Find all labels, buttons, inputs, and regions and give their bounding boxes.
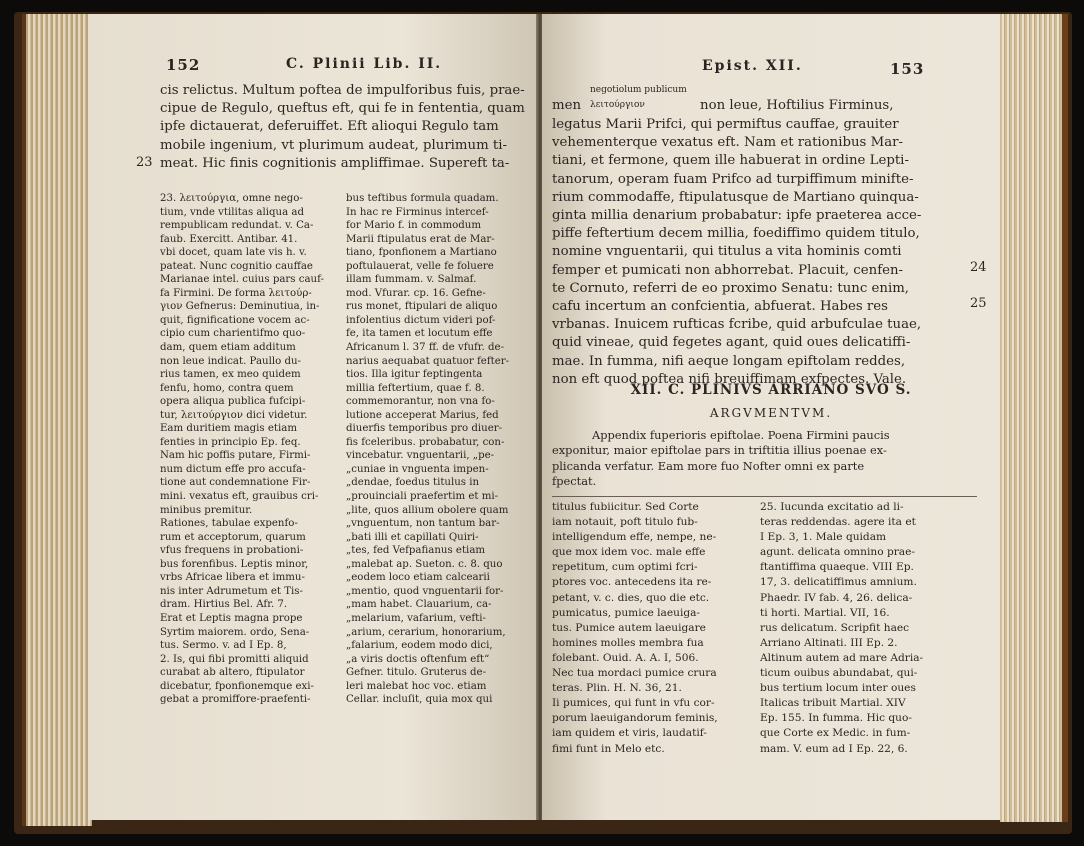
note-line: cipio cum charientifmo quo- bbox=[160, 328, 306, 340]
text-line: te Cornuto, referri de eo proximo Senatu: tunc enim, bbox=[552, 280, 910, 296]
note-line: „a viris doctis oftenfum eft“ bbox=[346, 653, 490, 665]
note-line: Syrtim maiorem. ordo, Sena- bbox=[160, 626, 310, 638]
note-line: que Corte ex Medic. in fum- bbox=[760, 727, 911, 740]
note-line: I Ep. 3, 1. Male quidam bbox=[760, 531, 887, 544]
note-line: „vnguentum, non tantum bar- bbox=[346, 518, 500, 530]
right-notes-column-1 bbox=[552, 500, 718, 757]
note-line: 17, 3. delicatiffimus amnium. bbox=[760, 576, 917, 589]
note-line: gebat a promiffore-praefenti- bbox=[160, 694, 311, 706]
left-line-marker: 23 bbox=[136, 155, 153, 170]
text-line: rium commodaffe, ftipulatusque de Martiano quinqua- bbox=[552, 189, 919, 205]
note-line: minibus premitur. bbox=[160, 504, 253, 516]
note-line: illam fummam. v. Salmaf. bbox=[346, 274, 477, 286]
note-line: lutione acceperat Marius, fed bbox=[346, 409, 499, 421]
note-line: tus. Pumice autem laeuigare bbox=[552, 621, 706, 634]
note-line: „mentio, quod vnguentarii for- bbox=[346, 585, 504, 597]
text-line: cipue de Regulo, queftus eft, qui fe in fententia, quam bbox=[160, 101, 525, 117]
right-running-head: Epist. XII. bbox=[702, 58, 803, 74]
text-line: legatus Marii Prifci, qui permiftus cauffae, grauiter bbox=[552, 117, 899, 132]
left-notes-column-2 bbox=[346, 192, 509, 707]
note-line: In hac re Firminus intercef- bbox=[346, 206, 489, 218]
note-line: rus delicatum. Scripfit haec bbox=[760, 621, 910, 634]
right-page-number: 153 bbox=[890, 60, 925, 78]
text-line: piffe feftertium decem millia, foediffimo quidem titulo, bbox=[552, 226, 920, 242]
note-line: „falarium, eodem modo dici, bbox=[346, 640, 493, 652]
note-line: infolentius dictum videri pof- bbox=[346, 314, 496, 326]
first-line-start: men bbox=[552, 98, 582, 113]
note-line: leri malebat hoc voc. etiam bbox=[346, 680, 487, 692]
note-line: fenties in principio Ep. feq. bbox=[160, 436, 301, 448]
note-line: teras. Plin. H. N. 36, 21. bbox=[552, 682, 682, 695]
note-line: Marianae intel. cuius pars cauf- bbox=[160, 274, 324, 286]
argument-heading: ARGVMENTVM. bbox=[709, 406, 833, 420]
note-line: fis fceleribus. probabatur, con- bbox=[346, 436, 505, 448]
right-notes-column-2 bbox=[760, 500, 923, 757]
text-line: nomine vnguentarii, qui titulus a vita hominis comti bbox=[552, 244, 902, 260]
note-line: curabat ab altero, ftipulator bbox=[160, 667, 305, 679]
note-line: tium, vnde vtilitas aliqua ad bbox=[160, 206, 304, 218]
note-line: ptores voc. antecedens ita re- bbox=[552, 576, 712, 589]
epistle-heading: XII. C. PLINIVS ARRIANO SVO S. bbox=[630, 382, 912, 398]
left-page-number: 152 bbox=[166, 56, 201, 74]
note-line: „dendae, foedus titulus in bbox=[346, 477, 480, 489]
note-line: „eodem loco etiam calcearii bbox=[346, 572, 490, 584]
left-page-edges bbox=[22, 14, 92, 826]
note-line: „tes, fed Vefpafianus etiam bbox=[346, 545, 486, 557]
note-line: dram. Hirtius Bel. Afr. 7. bbox=[160, 599, 288, 611]
note-line: „mam habet. Clauarium, ca- bbox=[346, 599, 492, 611]
note-line: ticum ouibus abundabat, qui- bbox=[760, 667, 918, 680]
note-line: Erat et Leptis magna prope bbox=[160, 612, 303, 624]
note-line: petant, v. c. dies, quo die etc. bbox=[552, 591, 710, 604]
note-line: tus. Sermo. v. ad I Ep. 8, bbox=[160, 640, 287, 652]
note-line: rus monet, ftipulari de aliquo bbox=[346, 301, 498, 313]
note-line: rum et acceptorum, quarum bbox=[160, 531, 306, 543]
note-line: opera aliqua publica fufcipi- bbox=[160, 396, 306, 408]
left-page bbox=[88, 14, 538, 820]
note-line: tiano, fponfionem a Martiano bbox=[346, 247, 497, 259]
argument-line: Appendix fuperioris epiftolae. Poena Firmini paucis bbox=[592, 428, 890, 442]
note-line: narius aequabat quatuor fefter- bbox=[346, 355, 510, 367]
note-line: Marii ftipulatus erat de Mar- bbox=[346, 233, 495, 245]
note-line: Italicas tribuit Martial. XIV bbox=[760, 697, 906, 710]
note-line: repetitum, cum optimi fcri- bbox=[552, 561, 698, 574]
note-line: Africanum l. 37 ff. de vfufr. de- bbox=[346, 342, 505, 354]
note-line: bus teftibus formula quadam. bbox=[346, 193, 499, 204]
note-line: iam quidem et viris, laudatif- bbox=[552, 727, 707, 740]
left-main-text bbox=[160, 82, 525, 173]
note-line: rius tamen, ex meo quidem bbox=[160, 369, 301, 381]
note-line: dam, quem etiam additum bbox=[160, 342, 296, 354]
note-line: Arriano Altinati. III Ep. 2. bbox=[760, 636, 898, 649]
note-line: tione aut condemnatione Fir- bbox=[160, 477, 311, 489]
note-line: iam notauit, poft titulo fub- bbox=[552, 516, 698, 529]
text-line: ipfe dictauerat, deferuiffet. Eft alioqui Regulo tam bbox=[160, 119, 499, 135]
note-line: dicebatur, fponfionemque exi- bbox=[160, 680, 314, 692]
note-line: Rationes, tabulae expenfo- bbox=[160, 518, 298, 530]
left-running-head: C. Plinii Lib. II. bbox=[286, 56, 443, 72]
note-line: mini. vexatus eft, grauibus cri- bbox=[160, 491, 319, 503]
note-line: vincebatur. vnguentarii, „pe- bbox=[346, 450, 495, 462]
separator-rule bbox=[552, 496, 977, 497]
note-line: non leue indicat. Paullo du- bbox=[160, 355, 302, 367]
text-line: femper et pumicati non abhorrebat. Placuit, cenfen- bbox=[552, 262, 904, 278]
note-line: rempublicam redundat. v. Ca- bbox=[160, 220, 314, 232]
note-line: tios. Illa igitur feptingenta bbox=[346, 369, 483, 381]
right-page-edges bbox=[1000, 14, 1068, 822]
note-line: Gefner. titulo. Gruterus de- bbox=[346, 667, 487, 679]
note-line: γιον Gefnerus: Deminutiua, in- bbox=[160, 301, 320, 313]
note-line: „prouinciali praefertim et mi- bbox=[346, 491, 499, 503]
note-line: fenfu, homo, contra quem bbox=[160, 382, 294, 394]
note-line: quit, fignificatione vocem ac- bbox=[160, 314, 310, 326]
note-line: bus forenfibus. Leptis minor, bbox=[160, 558, 309, 570]
gloss-top: negotiolum publicum bbox=[590, 85, 687, 95]
text-line: vehementerque vexatus eft. Nam et rationibus Mar- bbox=[552, 135, 904, 151]
text-line: mae. In fumma, nifi aeque longam epiftolam reddes, bbox=[552, 353, 906, 369]
text-line: quid vineae, quid fegetes agant, quid oues delicatiffi- bbox=[552, 335, 911, 351]
note-line: poftulauerat, velle fe foluere bbox=[346, 260, 494, 272]
text-line: mobile ingenium, vt plurimum audeat, plurimum ti- bbox=[160, 137, 508, 153]
note-line: que mox idem voc. male effe bbox=[552, 546, 706, 559]
note-line: pateat. Nunc cognitio cauffae bbox=[160, 260, 313, 272]
note-line: 25. Iucunda excitatio ad li- bbox=[760, 501, 904, 513]
note-line: „lite, quos allium obolere quam bbox=[346, 504, 509, 516]
first-line-end: non leue, Hoftilius Firminus, bbox=[700, 98, 894, 113]
note-line: „malebat ap. Sueton. c. 8. quo bbox=[346, 558, 503, 570]
right-line-marker-24: 24 bbox=[970, 260, 987, 275]
note-line: tur, λειτούργιον dici videtur. bbox=[160, 409, 308, 421]
note-line: vrbs Africae libera et immu- bbox=[160, 572, 305, 584]
text-line: cis relictus. Multum poftea de impulforibus fuis, prae- bbox=[160, 83, 525, 98]
note-line: num dictum effe pro accufa- bbox=[160, 463, 306, 475]
note-line: mam. V. eum ad I Ep. 22, 6. bbox=[760, 742, 908, 755]
note-line: titulus fubiicitur. Sed Corte bbox=[552, 501, 699, 513]
note-line: Nec tua mordaci pumice crura bbox=[552, 667, 717, 680]
note-line: agunt. delicata omnino prae- bbox=[760, 546, 915, 559]
argument-line: fpectat. bbox=[552, 474, 597, 489]
note-line: fe, ita tamen et locutum effe bbox=[346, 328, 493, 340]
text-line: vrbanas. Inuicem rufticas fcribe, quid arbufculae tuae, bbox=[552, 317, 922, 333]
note-line: ti horti. Martial. VII, 16. bbox=[760, 606, 890, 619]
note-line: millia feftertium, quae f. 8. bbox=[346, 382, 485, 394]
right-line-marker-25: 25 bbox=[970, 296, 987, 311]
note-line: porum laeuigandorum feminis, bbox=[552, 712, 718, 725]
note-line: Nam hic poffis putare, Firmi- bbox=[160, 450, 311, 462]
text-line: tanorum, operam fuam Prifco ad turpiffimum minifte- bbox=[552, 171, 914, 187]
note-line: homines molles membra fua bbox=[552, 636, 704, 649]
note-line: Altinum autem ad mare Adria- bbox=[760, 651, 924, 664]
text-line: non eft quod poftea nifi breuiffimam exfpectes. Vale. bbox=[552, 371, 907, 387]
note-line: „bati illi et capillati Quiri- bbox=[346, 531, 479, 543]
gloss-bottom: λειτούργιον bbox=[590, 100, 645, 110]
right-page bbox=[542, 14, 1000, 820]
note-line: Eam duritiem magis etiam bbox=[160, 423, 297, 435]
note-line: „melarium, vafarium, vefti- bbox=[346, 612, 486, 624]
text-line: tiani, et fermone, quem ille habuerat in ordine Lepti- bbox=[552, 153, 909, 169]
note-line: ftantiffima quaeque. VIII Ep. bbox=[760, 561, 914, 574]
argument-line: exponitur, maior epiftolae pars in triftitia illius poenae ex- bbox=[552, 443, 887, 458]
note-line: diuerfis temporibus pro diuer- bbox=[346, 423, 503, 435]
note-line: mod. Vfurar. cp. 16. Gefne- bbox=[346, 287, 486, 299]
note-line: pumicatus, pumice laeuiga- bbox=[552, 606, 701, 619]
note-line: 2. Is, qui fibi promitti aliquid bbox=[160, 653, 309, 665]
note-line: bus tertium locum inter oues bbox=[760, 682, 916, 695]
note-line: commemorantur, non vna fo- bbox=[346, 396, 495, 408]
note-line: vfus frequens in probationi- bbox=[160, 545, 304, 557]
note-line: Phaedr. IV fab. 4, 26. delica- bbox=[760, 591, 913, 604]
note-line: Ii pumices, qui funt in vfu cor- bbox=[552, 697, 715, 710]
note-line: Cellar. incluſit, quia mox qui bbox=[346, 694, 493, 706]
note-line: folebant. Ouid. A. A. I, 506. bbox=[552, 651, 699, 664]
left-notes-column-1 bbox=[160, 192, 324, 707]
note-line: vbi docet, quam late vis h. v. bbox=[160, 247, 307, 259]
note-line: „arium, cerarium, honorarium, bbox=[346, 626, 506, 638]
note-line: fa Firmini. De forma λειτούρ- bbox=[160, 287, 312, 299]
text-line: ginta millia denarium probabatur: ipfe praeterea acce- bbox=[552, 208, 922, 224]
argument-line: plicanda verfatur. Eam more fuo Nofter omni ex parte bbox=[552, 458, 865, 473]
right-main-text bbox=[552, 116, 921, 389]
note-line: Ep. 155. In fumma. Hic quo- bbox=[760, 712, 912, 725]
text-line: meat. Hic finis cognitionis ampliffimae. Supereft ta- bbox=[160, 155, 510, 171]
note-line: for Mario f. in commodum bbox=[346, 220, 481, 232]
note-line: 23. λειτούργια, omne nego- bbox=[160, 193, 303, 204]
argument-text bbox=[552, 428, 890, 490]
note-line: fimi funt in Melo etc. bbox=[552, 742, 665, 755]
note-line: teras reddendas. agere ita et bbox=[760, 516, 916, 529]
text-line: cafu incertum an confcientia, abfuerat. Habes res bbox=[552, 299, 888, 315]
note-line: nis inter Adrumetum et Tis- bbox=[160, 585, 303, 597]
note-line: faub. Exercitt. Antibar. 41. bbox=[160, 233, 298, 245]
note-line: „cuniae in vnguenta impen- bbox=[346, 463, 489, 475]
note-line: intelligendum effe, nempe, ne- bbox=[552, 531, 717, 544]
